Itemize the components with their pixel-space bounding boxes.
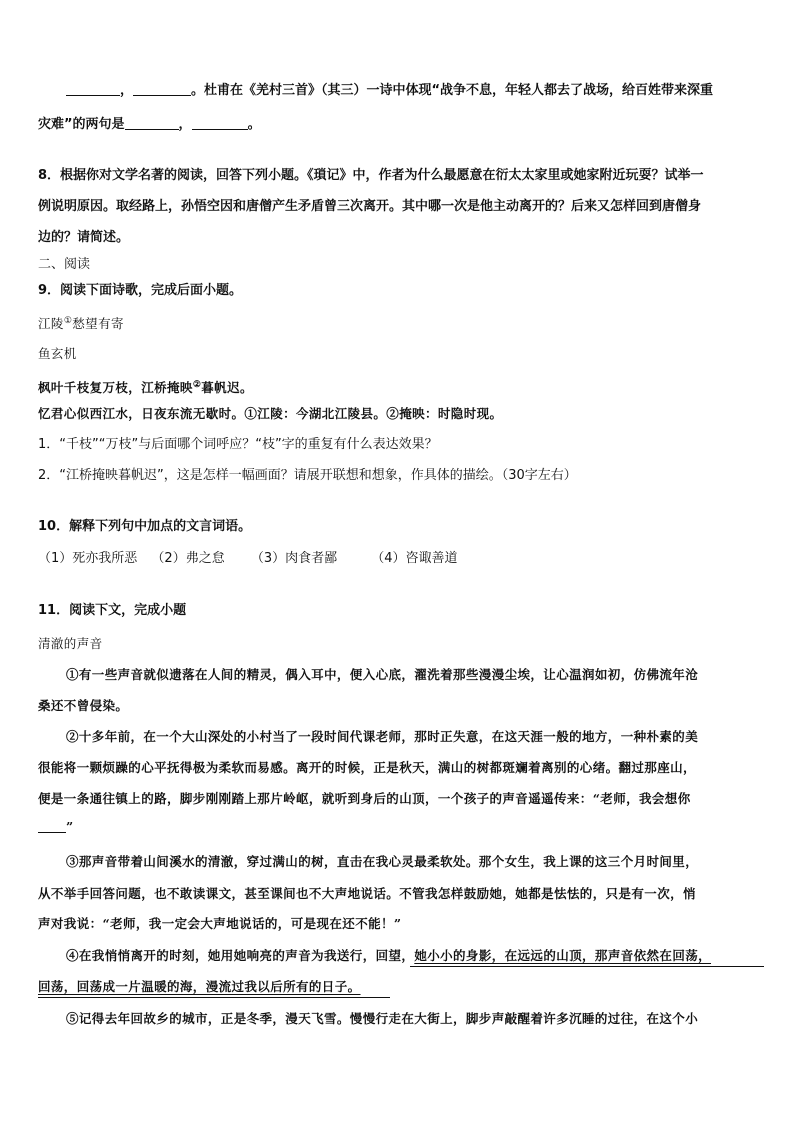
paragraph-2-line-3: 便是一条通往镇上的路，脚步刚刚踏上那片岭岖，就听到身后的山顶，一个孩子的声音遥遥传来：“老师，我会想你 bbox=[38, 791, 691, 806]
dash-line bbox=[38, 818, 66, 833]
section-heading: 二、阅读 bbox=[38, 257, 91, 272]
paragraph-2-line-1: ②十多年前，在一个大山深处的小村当了一段时间代课老师，那时正失意，在这天涯一般的地方，一种朴素的美 bbox=[66, 729, 699, 744]
answer-blank[interactable] bbox=[192, 115, 248, 130]
q10-item-4: （4）咨诹善道 bbox=[371, 551, 458, 566]
q8-line-2: 例说明原因。取经路上，孙悟空因和唐僧产生矛盾曾三次离开。其中哪一次是他主动离开的？后来又怎样回到唐僧身 bbox=[38, 199, 702, 214]
underline-rule bbox=[410, 966, 764, 967]
paragraph-2-line-2: 很能将一颗烦躁的心平抚得极为柔软而易感。离开的时候，正是秋天，满山的树都斑斓着离别的心绪。翻过那座山， bbox=[38, 760, 696, 775]
q10-item-1: （1）死亦我所恶 bbox=[38, 551, 138, 566]
q10-items bbox=[38, 550, 458, 568]
answer-blank[interactable] bbox=[66, 81, 120, 96]
paragraph-1-line-2: 桑还不曾侵染。 bbox=[38, 698, 129, 713]
paragraph-3-line-2: 从不举手回答问题，也不敢读课文，甚至课间也不大声地说话。不管我怎样鼓励她，她都是怯怯的，只是有一次，悄 bbox=[38, 886, 696, 901]
q7-line-1: ， 。杜甫在《羌村三首》（其三）一诗中体现“战争不息，年轻人都去了战场，给百姓带来深重 bbox=[66, 81, 713, 100]
q8-line-3: 边的？请简述。 bbox=[38, 230, 130, 245]
q10-item-2: （2）弗之怠 bbox=[151, 551, 225, 566]
q10-item-3: （3）肉食者鄙 bbox=[250, 551, 338, 566]
poem-author: 鱼玄机 bbox=[38, 346, 77, 361]
q8-line-1: 8．根据你对文学名著的阅读，回答下列小题。《瑣记》中，作者为什么最愿意在衍太太家里或她家附近玩耍？试举一 bbox=[38, 168, 704, 183]
q9-intro: 9．阅读下面诗歌，完成后面小题。 bbox=[38, 283, 243, 298]
underlined-sentence: 她小小的身影，在远远的山顶，那声音依然在回荡， bbox=[414, 948, 712, 963]
underlined-sentence-cont: 回荡，回荡成一片温暖的海，漫流过我以后所有的日子。 bbox=[38, 979, 361, 994]
answer-blank[interactable] bbox=[133, 81, 191, 96]
paragraph-4-line-1: ④在我悄悄离开的时刻，她用她响亮的声音为我送行，回望，她小小的身影，在远远的山顶，那声音依然在回荡， bbox=[66, 948, 712, 963]
q11-intro: 11．阅读下文，完成小题 bbox=[38, 603, 187, 618]
poem-line-2: 忆君心似西江水，日夜东流无歇时。①江陵：今湖北江陵县。②掩映：时隐时现。 bbox=[38, 406, 503, 421]
poem-line-1: 枫叶千枝复万枝，江桥掩映②暮帆迟。 bbox=[38, 380, 253, 396]
underline-rule bbox=[38, 997, 390, 998]
paragraph-2-line-4: ” bbox=[38, 818, 74, 836]
paragraph-3-line-1: ③那声音带着山间溪水的清澈，穿过满山的树，直击在我心灵最柔软处。那个女生，我上课的这三个月时间里， bbox=[66, 854, 699, 869]
answer-blank[interactable] bbox=[125, 115, 179, 130]
paragraph-5-line-1: ⑤记得去年回故乡的城市，正是冬季，漫天飞雪。慢慢行走在大街上，脚步声敲醒着许多沉睡的过往，在这个小 bbox=[66, 1011, 699, 1026]
poem-title: 江陵①愁望有寄 bbox=[38, 316, 124, 332]
q9-sub-question-2: 2．“江桥掩映暮帆迟”，这是怎样一幅画面？请展开联想和想象，作具体的描绘。（30字左右） bbox=[38, 468, 577, 483]
q9-sub-question-1: 1．“千枝”“万枝”与后面哪个词呼应？“枝”字的重复有什么表达效果？ bbox=[38, 437, 438, 452]
q7-text-2: 灾难”的两句是 bbox=[38, 117, 125, 132]
paragraph-1-line-1: ①有一些声音就似遗落在人间的精灵，偶入耳中，便入心底，濯洗着那些漫漫尘埃，让心温润如初，仿佛流年沧 bbox=[66, 667, 699, 682]
paragraph-3-line-3: 声对我说：“老师，我一定会大声地说话的，可是现在还不能！” bbox=[38, 916, 402, 931]
q7-text: 。杜甫在《羌村三首》（其三）一诗中体现“战争不息，年轻人都去了战场，给百姓带来深重 bbox=[191, 83, 714, 98]
q7-line-2: 灾难”的两句是 ， 。 bbox=[38, 117, 261, 132]
q10-intro: 10．解释下列句中加点的文言词语。 bbox=[38, 519, 252, 534]
paragraph-4-line-2 bbox=[38, 978, 361, 996]
article-title: 清澈的声音 bbox=[38, 636, 103, 651]
